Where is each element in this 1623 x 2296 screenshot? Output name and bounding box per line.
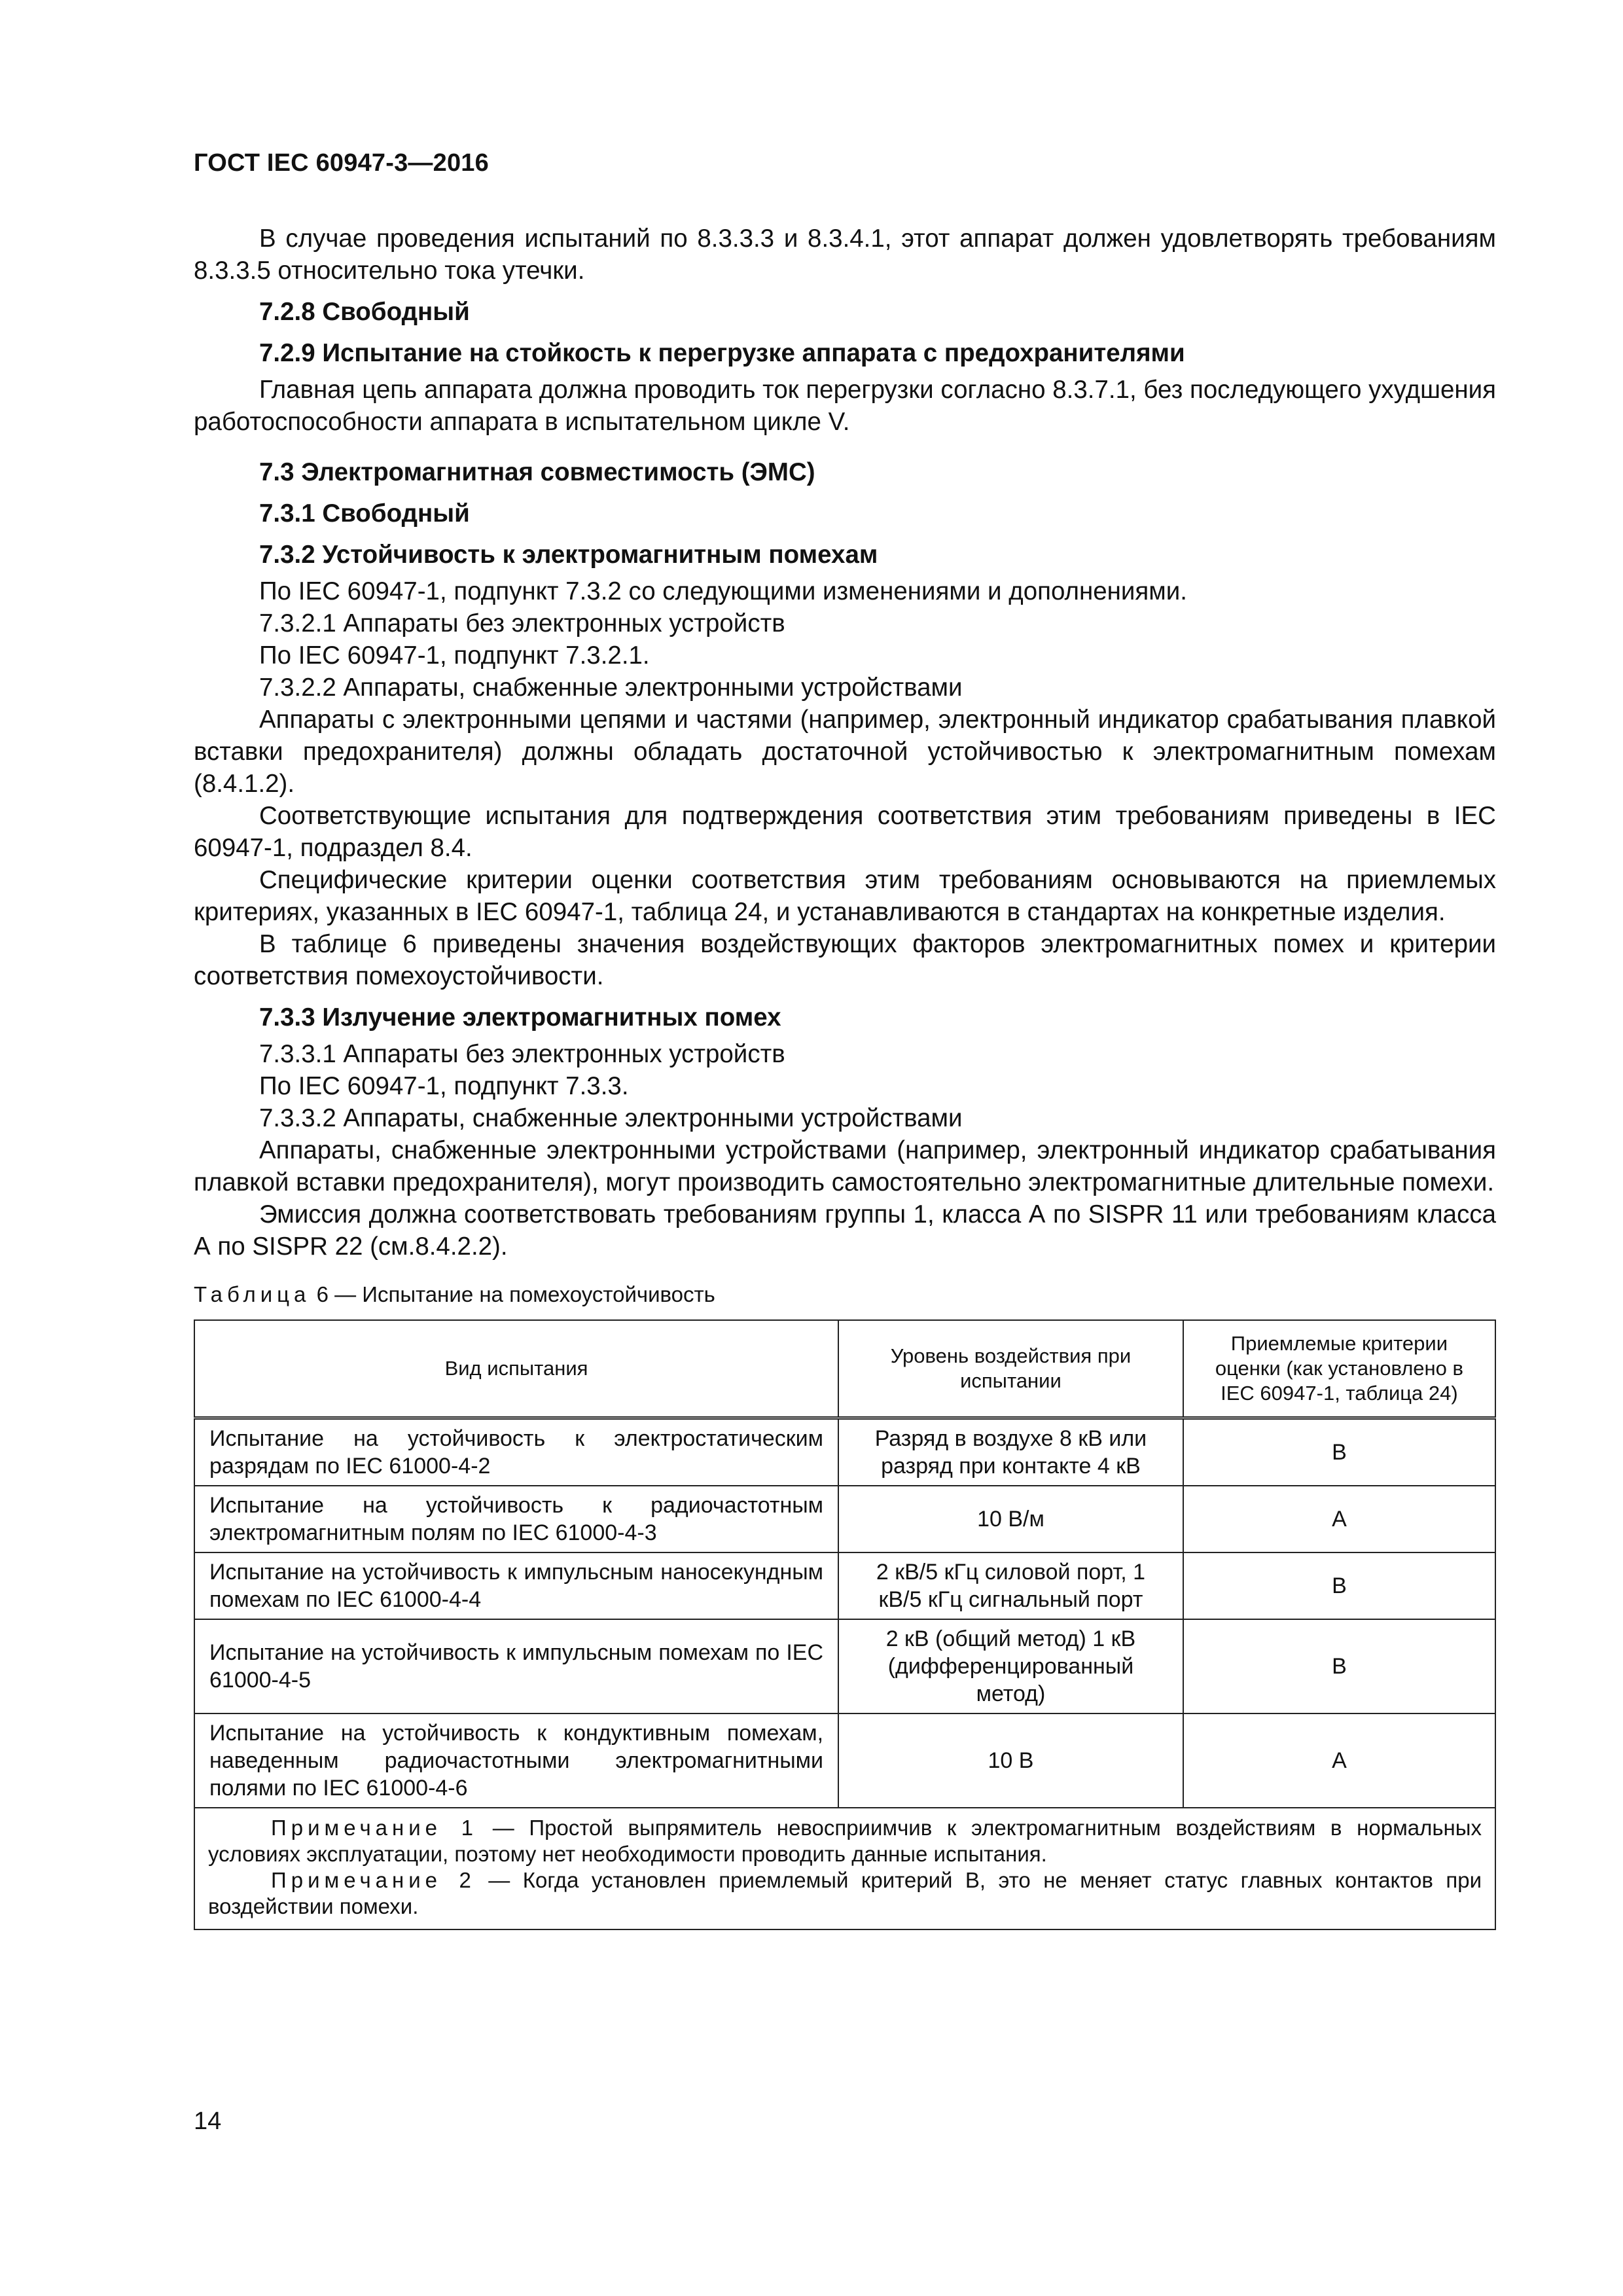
paragraph-7-3-3-2-b: Эмиссия должна соответствовать требованиям группы 1, класса А по SISPR 11 или требованиям класса А по SISPR 22 (см.8.4.2.2). [194,1200,1496,1261]
paragraph-7-3-2: По IEC 60947-1, подпункт 7.3.2 со следующими изменениями и дополнениями. [259,577,1187,605]
criterion-cell: A [1183,1713,1495,1808]
criterion-cell: B [1183,1552,1495,1619]
criterion-cell: A [1183,1486,1495,1552]
table-row [194,1713,1495,1808]
table-notes-cell [194,1808,1495,1929]
subheading-7-3-2-2: 7.3.2.2 Аппараты, снабженные электронными устройствами [259,673,963,702]
paragraph-7-2-9: Главная цепь аппарата должна проводить ток перегрузки согласно 8.3.7.1, без последующего ухудшения работоспособности аппарата в испытательном цикле V. [194,376,1496,436]
table-note-1 [208,1815,1482,1867]
reference-7-3-2-1: По IEC 60947-1, подпункт 7.3.2.1. [259,641,650,670]
criterion-cell: B [1183,1418,1495,1486]
test-type-cell: Испытание на устойчивость к импульсным помехам по IEC 61000-4-5 [194,1619,838,1713]
document-id-header: ГОСТ IEC 60947-3—2016 [194,149,489,177]
note-1-text: — Простой выпрямитель невосприимчив к электромагнитным воздействиям в нормальных условиях эксплуатации, поэтому нет необходимости проводить данные испытания. [208,1816,1482,1866]
table-caption-label: Таблица [194,1282,311,1306]
table-row [194,1619,1495,1713]
note-1-label: Примечание 1 [271,1816,478,1840]
table-note-2 [208,1867,1482,1920]
table-caption [194,1278,1496,1310]
column-header-test-level: Уровень воздействия при испытании [838,1320,1183,1418]
test-type-cell: Испытание на устойчивость к кондуктивным помехам, наведенным радиочастотными электромагнитными полями по IEC 61000-4-6 [194,1713,838,1808]
paragraph-7-3-3-2-a: Аппараты, снабженные электронными устройствами (например, электронный индикатор срабатывания плавкой вставки предохранителя), могут производить самостоятельно электромагнитные длительные помехи. [194,1136,1496,1196]
test-type-cell: Испытание на устойчивость к электростатическим разрядам по IEC 61000-4-2 [194,1418,838,1486]
table-row [194,1418,1495,1486]
test-type-cell: Испытание на устойчивость к импульсным наносекундным помехам по IEC 61000-4-4 [194,1552,838,1619]
table-header-row [194,1320,1495,1418]
subheading-7-3-3-1: 7.3.3.1 Аппараты без электронных устройств [259,1040,785,1068]
heading-7-3-1: 7.3.1 Свободный [259,499,470,528]
note-2-text: — Когда установлен приемлемый критерий В, это не меняет статус главных контактов при воздействии помехи. [208,1868,1482,1918]
table-row [194,1486,1495,1552]
page-content [194,223,1496,1930]
test-level-cell: 2 кВ (общий метод) 1 кВ (дифференцированный метод) [838,1619,1183,1713]
test-level-cell: Разряд в воздухе 8 кВ или разряд при контакте 4 кВ [838,1418,1183,1486]
paragraph-7-3-2-2-d: В таблице 6 приведены значения воздействующих факторов электромагнитных помех и критерии соответствия помехоустойчивости. [194,930,1496,990]
paragraph-7-3-2-2-c: Специфические критерии оценки соответствия этим требованиям основываются на приемлемых критериях, указанных в IEC 60947-1, таблица 24, и устанавливаются в стандартах на конкретные изделия. [194,866,1496,926]
column-header-test-type: Вид испытания [194,1320,838,1418]
note-2-label: Примечание 2 [271,1868,476,1892]
test-level-cell: 2 кВ/5 кГц силовой порт, 1 кВ/5 кГц сигнальный порт [838,1552,1183,1619]
subheading-7-3-3-2: 7.3.3.2 Аппараты, снабженные электронными устройствами [259,1104,963,1132]
heading-7-2-8: 7.2.8 Свободный [259,298,470,326]
heading-7-3-3: 7.3.3 Излучение электромагнитных помех [259,1003,781,1031]
subheading-7-3-2-1: 7.3.2.1 Аппараты без электронных устройств [259,609,785,637]
criterion-cell: B [1183,1619,1495,1713]
immunity-test-table [194,1319,1496,1930]
heading-7-3-2: 7.3.2 Устойчивость к электромагнитным помехам [259,541,878,569]
column-header-criteria: Приемлемые критерии оценки (как установлено в IEC 60947-1, таблица 24) [1183,1320,1495,1418]
table-caption-text: 6 — Испытание на помехоустойчивость [316,1282,715,1306]
test-level-cell: 10 В [838,1713,1183,1808]
test-level-cell: 10 В/м [838,1486,1183,1552]
intro-paragraph: В случае проведения испытаний по 8.3.3.3 и 8.3.4.1, этот аппарат должен удовлетворять требованиям 8.3.3.5 относительно тока утечки. [194,224,1496,285]
page-number: 14 [194,2108,222,2135]
paragraph-7-3-2-2-a: Аппараты с электронными цепями и частями (например, электронный индикатор срабатывания плавкой вставки предохранителя) должны обладать достаточной устойчивостью к электромагнитным помехам (8.4.1.2). [194,706,1496,798]
heading-7-3: 7.3 Электромагнитная совместимость (ЭМС) [259,458,815,486]
table-notes-row [194,1808,1495,1929]
table-row [194,1552,1495,1619]
paragraph-7-3-2-2-b: Соответствующие испытания для подтверждения соответствия этим требованиям приведены в IEC 60947-1, подраздел 8.4. [194,802,1496,862]
reference-7-3-3-1: По IEC 60947-1, подпункт 7.3.3. [259,1072,629,1100]
test-type-cell: Испытание на устойчивость к радиочастотным электромагнитным полям по IEC 61000-4-3 [194,1486,838,1552]
heading-7-2-9: 7.2.9 Испытание на стойкость к перегрузке аппарата с предохранителями [259,339,1185,367]
